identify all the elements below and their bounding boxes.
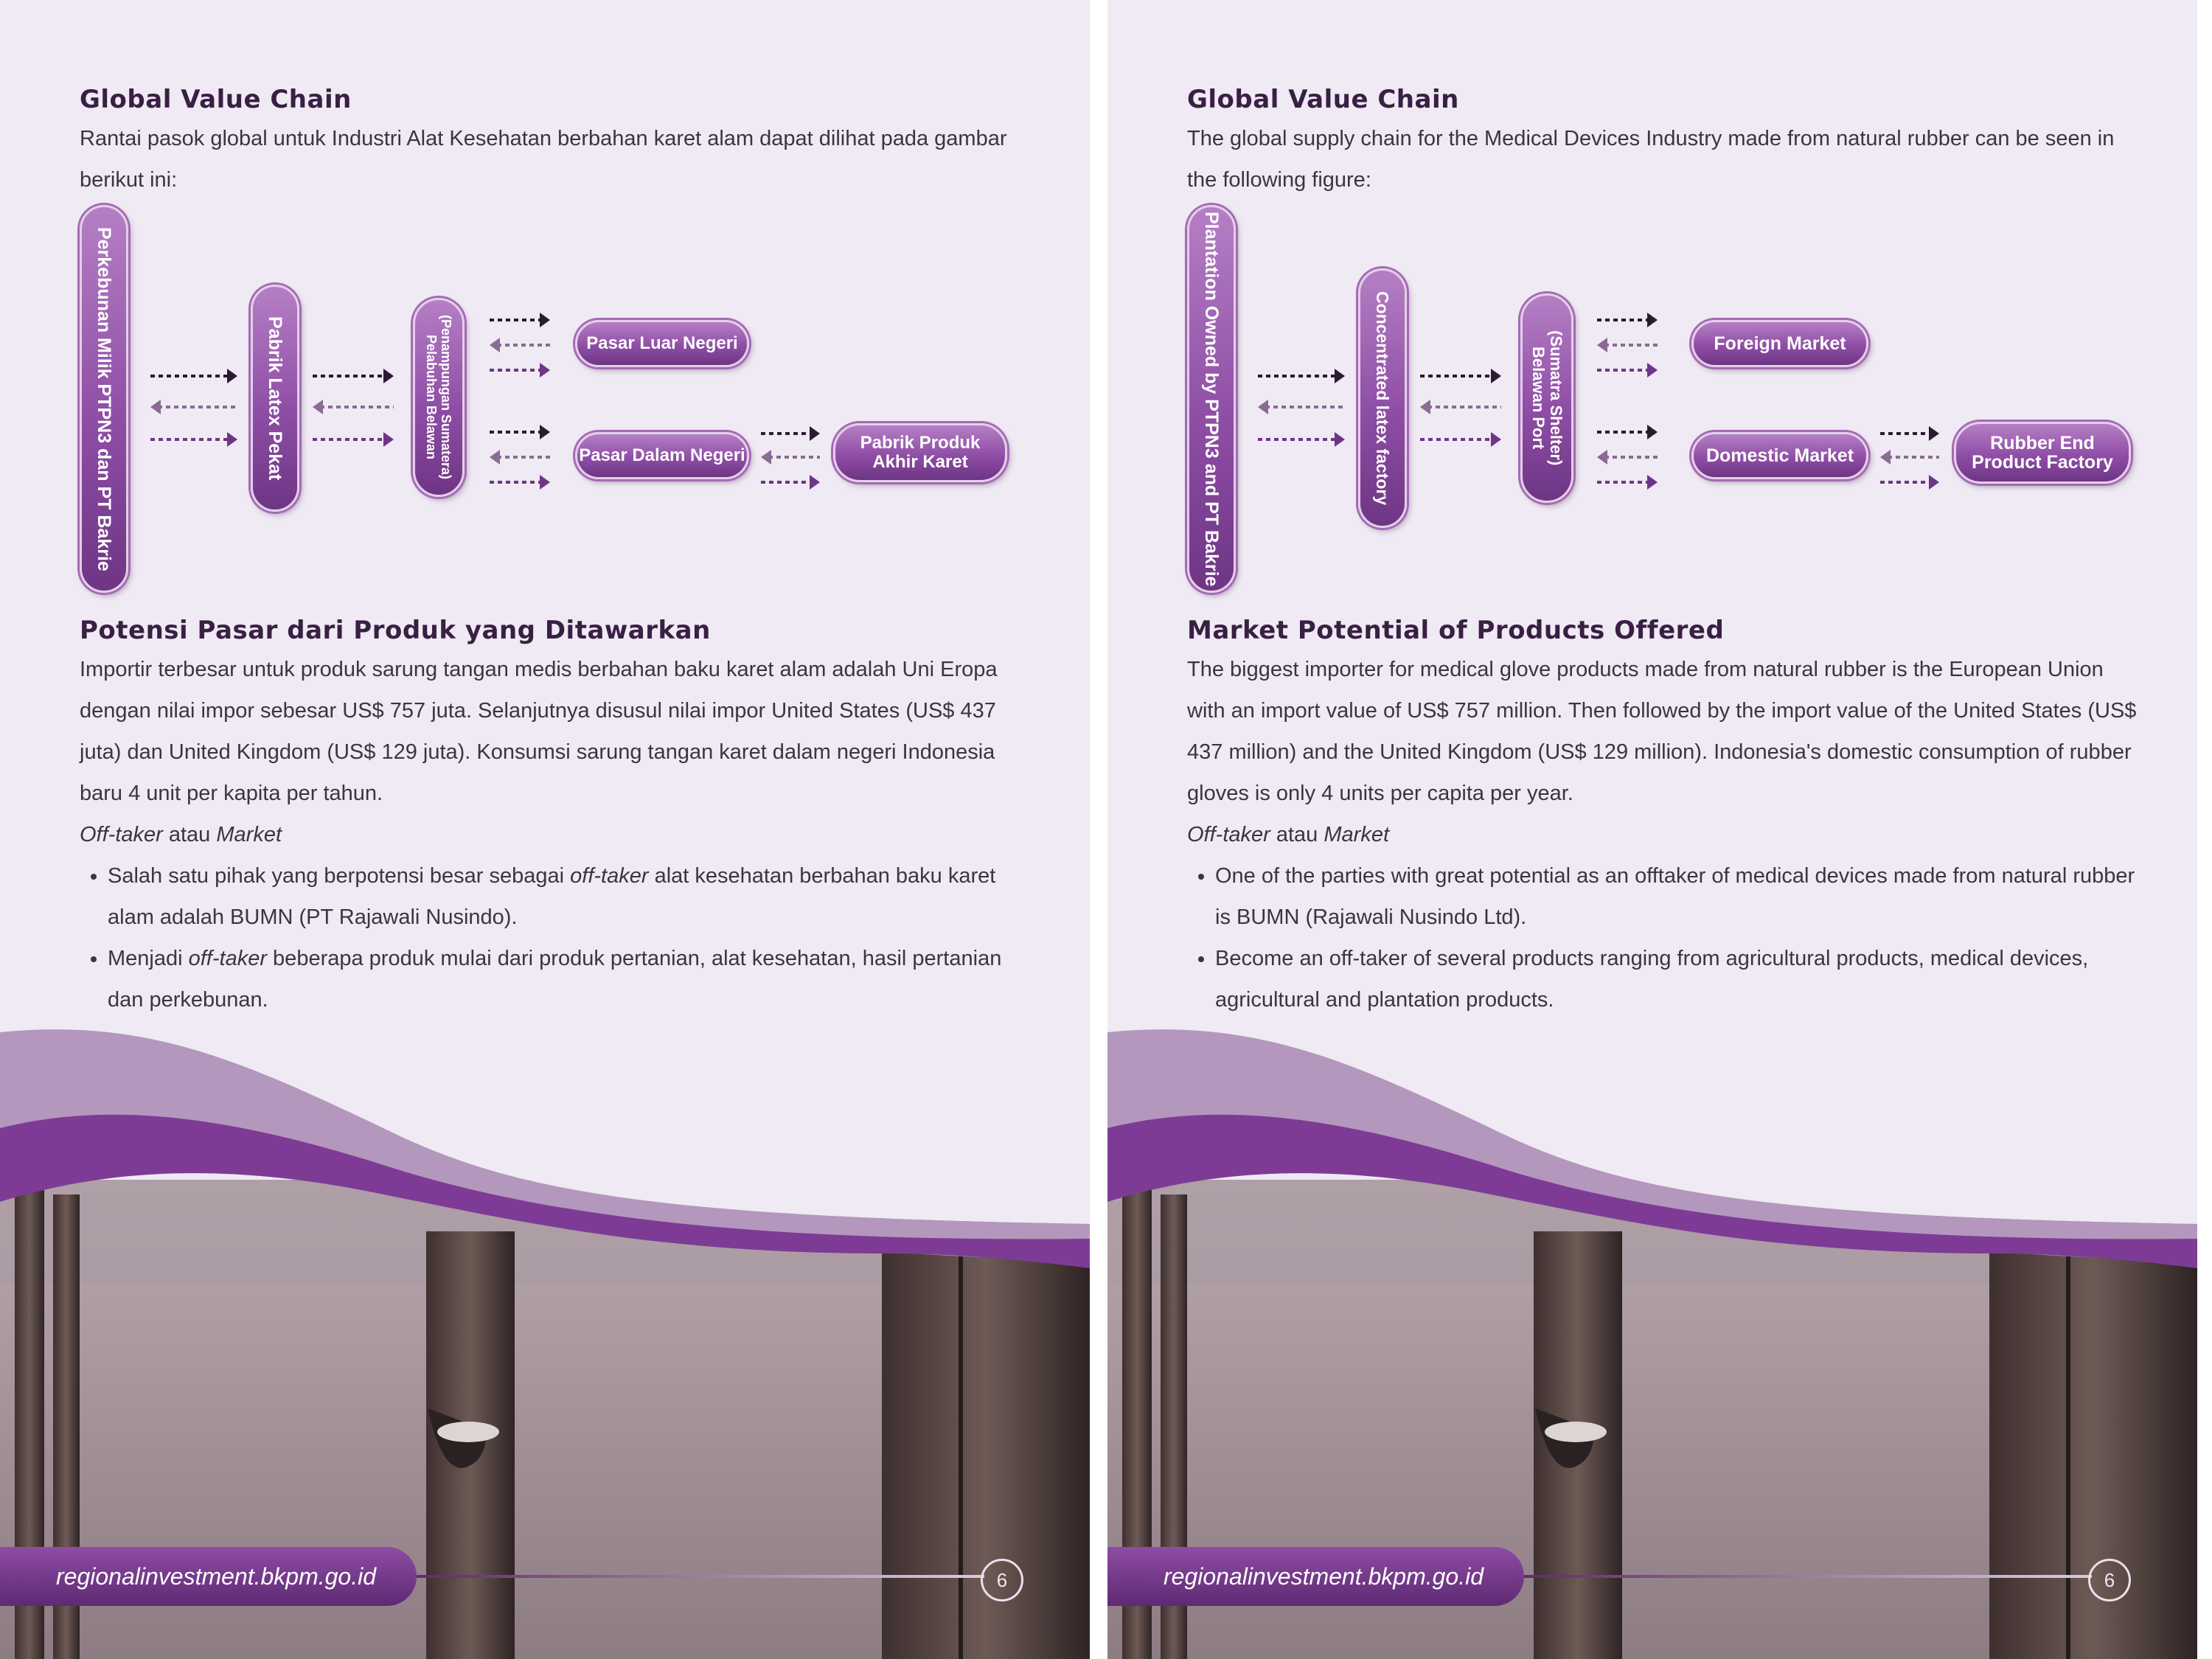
footer-rule bbox=[1524, 1575, 2092, 1578]
arrow-forward bbox=[1258, 438, 1338, 441]
market-paragraph: Importir terbesar untuk produk sarung tangan medis berbahan baku karet alam adalah Uni Eropa dengan nilai impor sebesar US$ 757 juta. Selanjutnya disusul nilai impor United States (US$ 437 juta) dan United Kingdom (US$ 129 juta). Konsumsi sarung tangan karet dalam negeri Indonesia baru 4 unit per kapita per tahun. bbox=[80, 658, 998, 805]
port-node: Pelabuhan Belawan (Penampungan Sumatera) bbox=[413, 298, 465, 497]
page-number: 6 bbox=[981, 1559, 1023, 1601]
arrow-forward bbox=[1597, 431, 1650, 434]
website-url[interactable]: regionalinvestment.bkpm.go.id bbox=[0, 1547, 417, 1606]
arrow-forward bbox=[1258, 375, 1338, 378]
gvc-intro: Rantai pasok global untuk Industri Alat Kesehatan berbahan karet alam dapat dilihat pada gambar berikut ini: bbox=[80, 127, 1007, 192]
page-left bbox=[0, 0, 1090, 1659]
website-url[interactable]: regionalinvestment.bkpm.go.id bbox=[1107, 1547, 1524, 1606]
value-chain-diagram bbox=[80, 205, 1038, 603]
plantation-node: Perkebunan Milik PTPN3 dan PT Bakrie bbox=[80, 205, 128, 593]
arrow-forward bbox=[490, 319, 543, 321]
foreign-market-node: Foreign Market bbox=[1691, 320, 1868, 367]
list-item: • Salah satu pihak yang berpotensi besar sebagai off-taker alat kesehatan berbahan baku karet alam adalah BUMN (PT Rajawali Nusindo). bbox=[108, 855, 1038, 938]
port-node: Belawan Port (Sumatra Shelter) bbox=[1520, 293, 1573, 503]
arrow-forward bbox=[490, 481, 543, 484]
arrow-backward bbox=[158, 406, 237, 408]
latex-factory-node: Pabrik Latex Pekat bbox=[251, 285, 299, 512]
list-item: • One of the parties with great potential as an offtaker of medical devices made from natural rubber is BUMN (Rajawali Nusindo Ltd). bbox=[1215, 855, 2146, 938]
page-content bbox=[1187, 81, 2146, 1020]
end-factory-node: Rubber End Product Factory bbox=[1954, 422, 2131, 484]
arrow-forward bbox=[490, 431, 543, 434]
arrow-forward bbox=[1597, 369, 1650, 372]
market-heading: Potensi Pasar dari Produk yang Ditawarkan bbox=[80, 616, 711, 645]
value-chain-diagram bbox=[1187, 205, 2146, 603]
arrow-forward bbox=[1880, 432, 1932, 435]
offtaker-subheading: Off-taker atau Market bbox=[1187, 823, 1390, 846]
offtaker-list bbox=[1187, 855, 2146, 1020]
gvc-heading: Global Value Chain bbox=[80, 85, 352, 114]
page-right bbox=[1107, 0, 2197, 1659]
arrow-backward bbox=[1604, 344, 1658, 347]
arrow-forward bbox=[761, 432, 813, 435]
arrow-forward bbox=[1597, 481, 1650, 484]
page-number: 6 bbox=[2088, 1559, 2131, 1601]
domestic-market-node: Domestic Market bbox=[1691, 432, 1868, 479]
arrow-forward bbox=[1420, 375, 1494, 378]
arrow-backward bbox=[1888, 456, 1939, 459]
arrow-backward bbox=[1427, 406, 1501, 408]
gvc-heading: Global Value Chain bbox=[1187, 85, 1459, 114]
arrow-backward bbox=[768, 456, 820, 459]
offtaker-list bbox=[80, 855, 1038, 1020]
foreign-market-node: Pasar Luar Negeri bbox=[575, 320, 749, 367]
arrow-forward bbox=[313, 438, 386, 441]
arrow-backward bbox=[497, 456, 550, 459]
arrow-forward bbox=[490, 369, 543, 372]
list-item: • Menjadi off-taker beberapa produk mulai dari produk pertanian, alat kesehatan, hasil pertanian dan perkebunan. bbox=[108, 938, 1038, 1020]
arrow-backward bbox=[1265, 406, 1345, 408]
arrow-forward bbox=[1420, 438, 1494, 441]
arrow-forward bbox=[761, 481, 813, 484]
footer-rule bbox=[417, 1575, 984, 1578]
arrow-forward bbox=[1880, 481, 1932, 484]
end-factory-node: Pabrik Produk Akhir Karet bbox=[833, 423, 1007, 482]
arrow-forward bbox=[150, 438, 230, 441]
latex-factory-node: Concentrated latex factory bbox=[1358, 268, 1407, 528]
arrow-backward bbox=[320, 406, 394, 408]
list-item: • Become an off-taker of several products ranging from agricultural products, medical devices, agricultural and plantation products. bbox=[1215, 938, 2146, 1020]
plantation-node: Plantation Owned by PTPN3 and PT Bakrie bbox=[1187, 205, 1236, 593]
arrow-forward bbox=[313, 375, 386, 378]
offtaker-subheading: Off-taker atau Market bbox=[80, 823, 282, 846]
market-heading: Market Potential of Products Offered bbox=[1187, 616, 1725, 645]
gvc-intro: The global supply chain for the Medical Devices Industry made from natural rubber can be seen in the following figure: bbox=[1187, 127, 2115, 192]
arrow-backward bbox=[497, 344, 550, 347]
arrow-forward bbox=[150, 375, 230, 378]
arrow-backward bbox=[1604, 456, 1658, 459]
domestic-market-node: Pasar Dalam Negeri bbox=[575, 432, 749, 479]
arrow-forward bbox=[1597, 319, 1650, 321]
page-content bbox=[80, 81, 1038, 1020]
market-paragraph: The biggest importer for medical glove products made from natural rubber is the European Union with an import value of US$ 757 million. Then followed by the import value of the United States (US$ 437 million) and the United Kingdom (US$ 129 million). Indonesia's domestic consumption of rubber gloves is only 4 units per capita per year. bbox=[1187, 658, 2137, 805]
